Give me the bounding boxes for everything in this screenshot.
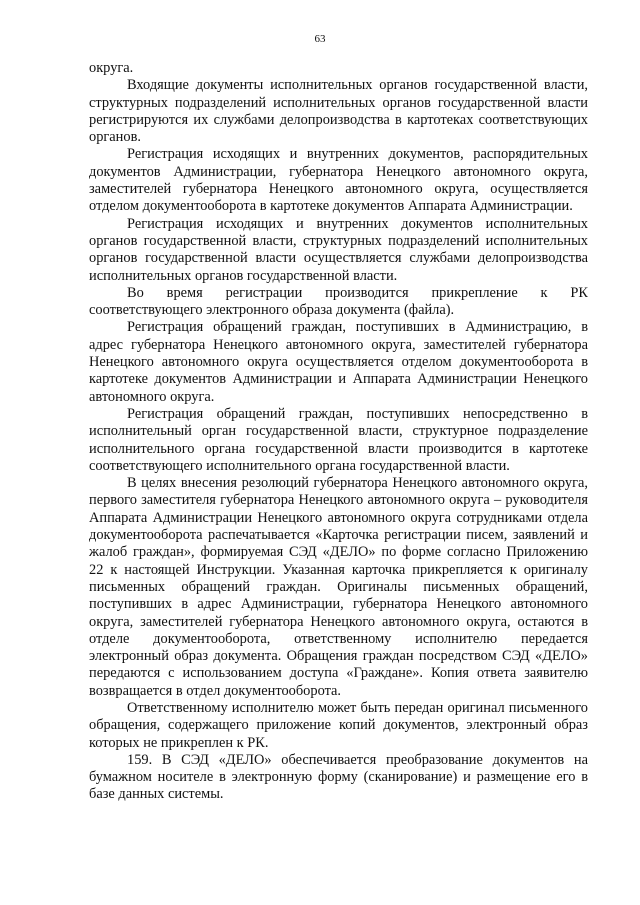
paragraph-item-159-scanning: 159. В СЭД «ДЕЛО» обеспечивается преобразование документов на бумажном носителе в электронную форму (сканирование) и размещение его в базе данных системы. (89, 751, 588, 803)
paragraph-citizen-appeals-administration: Регистрация обращений граждан, поступивших в Администрацию, в адрес губернатора Ненецкого автономного округа, заместителей губернатора Ненецкого автономного округа осуществляется отделом документооборота в картотеке документов Администрации и Аппарата Администрации Ненецкого автономного округа. (89, 319, 588, 405)
page-number: 63 (314, 33, 326, 45)
paragraph-original-transfer: Ответственному исполнителю может быть передан оригинал письменного обращения, содержащего приложение копий документов, электронный образ которых не прикреплен к РК. (89, 699, 588, 751)
paragraph-incoming-documents: Входящие документы исполнительных органов государственной власти, структурных подразделений исполнительных органов государственной власти регистрируются их службами делопроизводства в картотеках соответствующих органов. (89, 77, 588, 146)
paragraph-outgoing-administration: Регистрация исходящих и внутренних документов, распорядительных документов Администрации, губернатора Ненецкого автономного округа, заместителей губернатора Ненецкого автономного округа, осуществляется отделом документооборота в картотеке документов Аппарата Администрации. (89, 146, 588, 215)
paragraph-outgoing-executive-bodies: Регистрация исходящих и внутренних документов исполнительных органов государственной власти, структурных подразделений исполнительных органов государственной власти осуществляется службами делопроизводства исполнительных органов государственной власти. (89, 215, 588, 284)
paragraph-attach-electronic-image: Во время регистрации производится прикрепление к РК соответствующего электронного образа документа (файла). (89, 284, 588, 319)
paragraph-resolutions-card: В целях внесения резолюций губернатора Ненецкого автономного округа, первого заместителя губернатора Ненецкого автономного округа – руководителя Аппарата Администрации Ненецкого автономного округа сотрудниками отдела документооборота распечатывается «Карточка регистрации писем, заявлений и жалоб граждан», формируемая СЭД «ДЕЛО» по форме согласно Приложению 22 к настоящей Инструкции. Указанная карточка прикрепляется к оригиналу письменных обращений граждан. Оригиналы письменных обращений, поступивших в адрес Администрации, губернатора Ненецкого автономного округа, заместителей губернатора Ненецкого автономного округа, остаются в отделе документооборота, ответственному исполнителю передается электронный образ документа. Обращения граждан посредством СЭД «ДЕЛО» передаются с использованием доступа «Граждане». Копия ответа заявителю возвращается в отдел документооборота. (89, 475, 588, 699)
document-body (89, 60, 588, 804)
paragraph-continuation: округа. (89, 60, 134, 76)
paragraph-citizen-appeals-executive: Регистрация обращений граждан, поступивших непосредственно в исполнительный орган государственной власти, структурное подразделение исполнительного органа государственной власти производится в картотеке соответствующего исполнительного органа государственной власти. (89, 405, 588, 474)
